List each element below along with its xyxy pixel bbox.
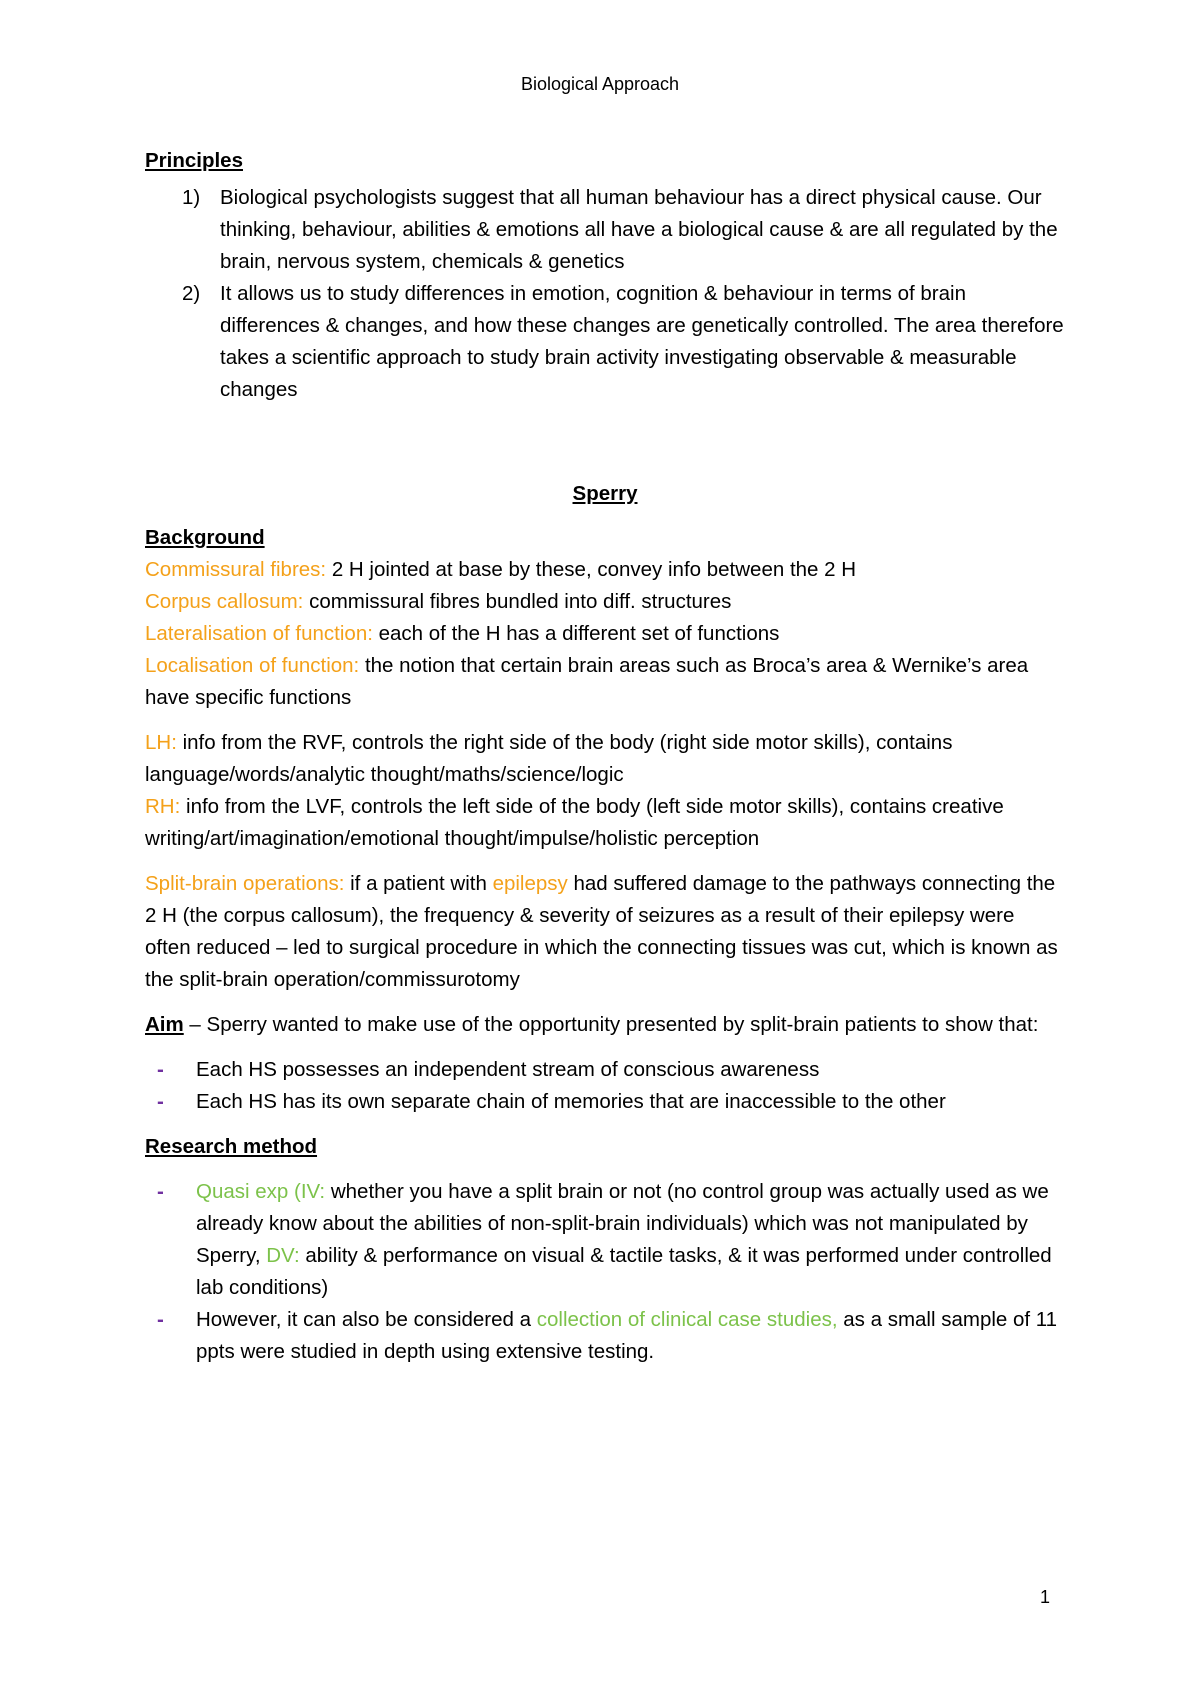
definition-commissural-fibres — [145, 554, 1065, 586]
definition-localisation — [145, 650, 1065, 714]
term-text: info from the LVF, controls the left side of the body (left side motor skills), contains creative writing/art/imagination/emotional thought/impulse/holistic perception — [145, 795, 1004, 850]
term-label: Quasi exp (IV: — [196, 1180, 326, 1203]
list-item — [145, 1304, 1065, 1368]
list-item — [145, 1086, 1065, 1118]
aim-paragraph — [145, 1009, 1065, 1041]
term-label: collection of clinical case studies, — [536, 1308, 838, 1331]
page-header: Biological Approach — [520, 74, 680, 94]
list-marker: - — [157, 1058, 164, 1081]
hemisphere-lh — [145, 727, 1065, 791]
term-text: if a patient with — [344, 872, 493, 895]
term-label: Corpus callosum: — [145, 590, 304, 613]
aim-label: Aim — [145, 1013, 184, 1036]
term-text: the notion that certain brain areas such as Broca’s area & Wernike’s area have specific functions — [145, 654, 1029, 709]
research-method-heading: Research method — [145, 1135, 318, 1158]
background-heading: Background — [145, 526, 265, 549]
aim-text: – Sperry wanted to make use of the opportunity presented by split-brain patients to show that: — [183, 1013, 1039, 1036]
list-item-text: Biological psychologists suggest that all human behaviour has a direct physical cause. Our thinking, behaviour, abilities & emotions all have a biological cause & are all regulated by the brain, nervous system, chemicals & genetics — [220, 186, 1058, 273]
term-text: However, it can also be considered a — [196, 1308, 537, 1331]
list-item-text: Each HS has its own separate chain of memories that are inaccessible to the other — [196, 1090, 946, 1113]
list-marker: - — [157, 1090, 164, 1113]
list-marker: - — [157, 1180, 164, 1203]
term-text: had suffered damage to the pathways connecting the 2 H (the corpus callosum), the frequency & severity of seizures as a result of their epilepsy were often reduced – led to surgical procedure in which the connecting tissues was cut, which is known as the split-brain operation/commissurotomy — [145, 872, 1058, 991]
principles-heading: Principles — [145, 149, 243, 172]
term-label: Split-brain operations: — [145, 872, 345, 895]
term-text: ability & performance on visual & tactile tasks, & it was performed under controlled lab conditions) — [196, 1244, 1052, 1299]
definition-lateralisation — [145, 618, 1065, 650]
list-marker: 2) — [182, 282, 201, 305]
page-content — [145, 145, 1065, 1368]
term-label: epilepsy — [492, 872, 568, 895]
list-item — [145, 182, 1065, 278]
term-text: whether you have a split brain or not (no control group was actually used as we already know about the abilities of non-split-brain individuals) which was not manipulated by Sperry, — [196, 1180, 1049, 1267]
hemisphere-rh — [145, 791, 1065, 855]
term-text: info from the RVF, controls the right side of the body (right side motor skills), contains language/words/analytic thought/maths/science/logic — [145, 731, 953, 786]
list-marker: - — [157, 1308, 164, 1331]
term-text: commissural fibres bundled into diff. structures — [303, 590, 732, 613]
list-item-text: It allows us to study differences in emotion, cognition & behaviour in terms of brain differences & changes, and how these changes are genetically controlled. The area therefore takes a scientific approach to study brain activity investigating observable & measurable changes — [220, 282, 1064, 401]
research-method-list — [145, 1176, 1065, 1368]
term-label: RH: — [145, 795, 181, 818]
term-label: DV: — [266, 1244, 300, 1267]
aim-list — [145, 1054, 1065, 1118]
list-item — [145, 1054, 1065, 1086]
list-marker: 1) — [182, 186, 201, 209]
split-brain-paragraph — [145, 868, 1065, 996]
list-item-text: Each HS possesses an independent stream of conscious awareness — [196, 1058, 820, 1081]
list-item — [145, 278, 1065, 406]
sperry-title: Sperry — [572, 482, 638, 505]
definition-corpus-callosum — [145, 586, 1065, 618]
term-label: Lateralisation of function: — [145, 622, 373, 645]
term-text: each of the H has a different set of functions — [372, 622, 780, 645]
page-number: 1 — [1040, 1587, 1051, 1607]
term-label: LH: — [145, 731, 177, 754]
list-item — [145, 1176, 1065, 1304]
term-label: Commissural fibres: — [145, 558, 327, 581]
principles-list — [145, 182, 1065, 406]
term-text: as a small sample of 11 ppts were studied in depth using extensive testing. — [196, 1308, 1058, 1363]
term-text: 2 H jointed at base by these, convey info between the 2 H — [326, 558, 857, 581]
term-label: Localisation of function: — [145, 654, 360, 677]
